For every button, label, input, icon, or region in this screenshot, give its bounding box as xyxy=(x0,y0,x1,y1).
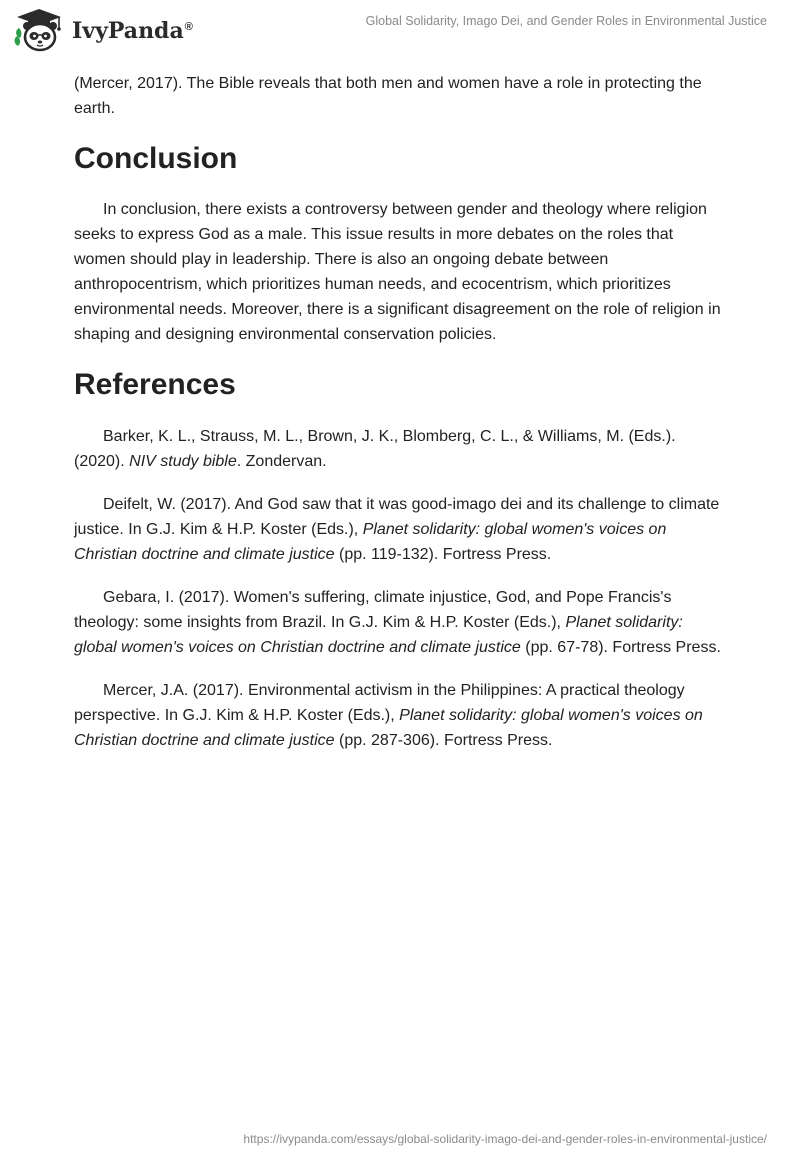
registered-mark: ® xyxy=(184,20,193,33)
reference-publisher: . Zondervan. xyxy=(236,453,327,470)
conclusion-heading: Conclusion xyxy=(74,142,238,175)
reference-entry xyxy=(74,585,726,660)
references-heading: References xyxy=(74,368,236,401)
reference-entry xyxy=(74,678,726,753)
reference-citation: Gebara, I. (2017). Women's suffering, climate injustice, God, and Pope Francis's theology: some insights from Brazil. In G.J. Kim & H.P. Koster (Eds.), xyxy=(74,589,672,631)
reference-title: NIV study bible xyxy=(129,453,237,470)
brand-name: IvyPanda® xyxy=(72,18,193,44)
reference-title: Planet solidarity: global women's voices on Christian doctrine and climate justice xyxy=(74,521,667,563)
page-header xyxy=(0,0,800,60)
reference-publisher: (pp. 67-78). Fortress Press. xyxy=(520,639,721,656)
reference-citation: Mercer, J.A. (2017). Environmental activism in the Philippines: A practical theology perspective. In G.J. Kim & H.P. Koster (Eds.), xyxy=(74,682,685,724)
source-url[interactable]: https://ivypanda.com/essays/global-solidarity-imago-dei-and-gender-roles-in-environmental-justice/ xyxy=(243,1132,767,1146)
reference-citation: Deifelt, W. (2017). And God saw that it was good-imago dei and its challenge to climate justice. In G.J. Kim & H.P. Koster (Eds.), xyxy=(74,496,720,538)
reference-title: Planet solidarity: global women's voices on Christian doctrine and climate justice xyxy=(74,614,683,656)
reference-publisher: (pp. 287-306). Fortress Press. xyxy=(334,732,553,749)
conclusion-paragraph: In conclusion, there exists a controversy between gender and theology where religion seeks to express God as a male. This issue results in more debates on the roles that women should play in leadership. There is also an ongoing debate between anthropocentrism, which prioritizes human needs, and ecocentrism, which prioritizes environmental needs. Moreover, there is a significant disagreement on the role of religion in shaping and designing environmental conservation policies. xyxy=(74,201,721,343)
reference-entry xyxy=(74,424,726,474)
essay-body xyxy=(74,71,726,771)
continued-paragraph: (Mercer, 2017). The Bible reveals that both men and women have a role in protecting the earth. xyxy=(74,75,702,117)
panda-graduate-icon xyxy=(14,8,64,52)
reference-entry xyxy=(74,492,726,567)
reference-citation: Barker, K. L., Strauss, M. L., Brown, J. K., Blomberg, C. L., & Williams, M. (Eds.). (2020). xyxy=(74,428,676,470)
reference-publisher: (pp. 119-132). Fortress Press. xyxy=(334,546,552,563)
reference-title: Planet solidarity: global women's voices on Christian doctrine and climate justice xyxy=(74,707,703,749)
document-title: Global Solidarity, Imago Dei, and Gender Roles in Environmental Justice xyxy=(365,14,767,28)
ivypanda-logo[interactable] xyxy=(14,8,193,52)
